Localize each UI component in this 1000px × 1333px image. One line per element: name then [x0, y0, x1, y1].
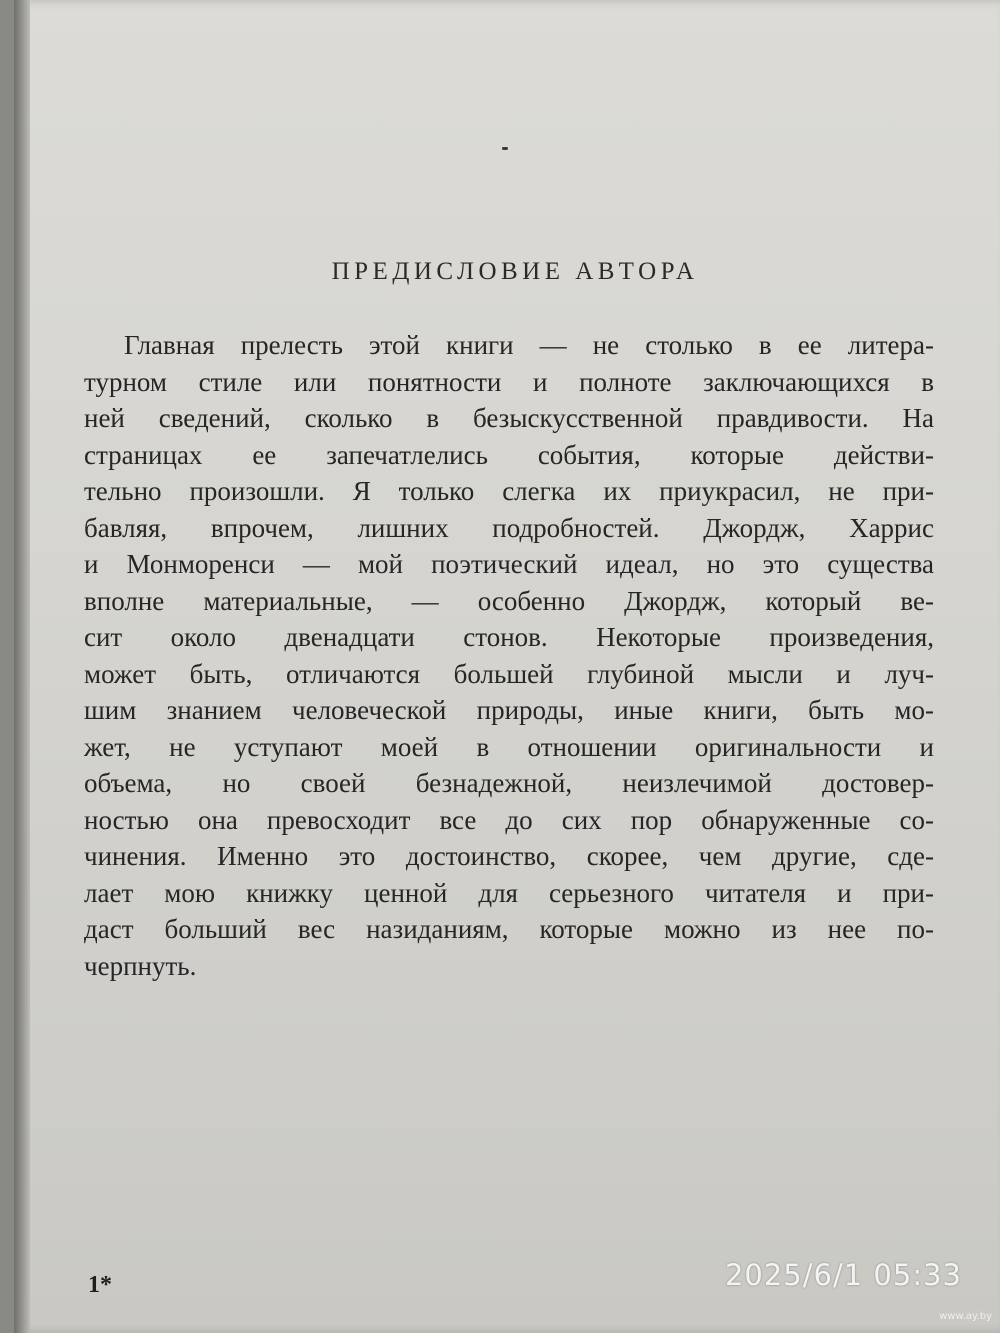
text-line: объема, но своей безнадежной, неизлечимой достовер- [84, 768, 934, 798]
text-line: ней сведений, сколько в безыскусственной правдивости. На [84, 403, 934, 433]
preface-paragraph [84, 327, 934, 984]
text-line: ностью она превосходит все до сих пор обнаруженные со- [84, 804, 934, 835]
text-line: шим знанием человеческой природы, иные книги, быть мо- [84, 695, 934, 725]
text-line: даст больший вес назиданиям, которые можно из нее по- [84, 914, 934, 944]
watermark: www.ay.by [939, 1311, 992, 1322]
text-line: жет, не уступают моей в отношении оригинальности и [84, 731, 934, 762]
text-line: и Монморенси — мой поэтический идеал, но это существа [84, 549, 934, 579]
text-line: лает мою книжку ценной для серьезного читателя и при- [84, 877, 934, 908]
ink-speck [502, 147, 508, 150]
text-line: тельно произошли. Я только слегка их приукрасил, не при- [84, 476, 934, 506]
text-line: сит около двенадцати стонов. Некоторые произведения, [84, 622, 934, 652]
book-binding-edge [14, 0, 30, 1333]
text-line: черпнуть. [84, 950, 197, 981]
signature-mark: 1* [88, 1272, 112, 1298]
text-line: бавляя, впрочем, лишних подробностей. Джордж, Харрис [84, 512, 934, 543]
text-line: Главная прелесть этой книги — не столько в ее литера- [124, 330, 934, 360]
text-line: турном стиле или понятности и полноте заключающихся в [84, 366, 934, 397]
text-line: вполне материальные, — особенно Джордж, который ве- [84, 585, 934, 616]
text-line: чинения. Именно это достоинство, скорее, чем другие, сде- [84, 841, 934, 871]
text-line: страницах ее запечатлелись события, которые действи- [84, 439, 934, 470]
photo-timestamp: 2025/6/1 05:33 [724, 1258, 962, 1292]
text-line: может быть, отличаются большей глубиной мысли и луч- [84, 658, 934, 689]
page-heading: ПРЕДИСЛОВИЕ АВТОРА [331, 258, 699, 285]
